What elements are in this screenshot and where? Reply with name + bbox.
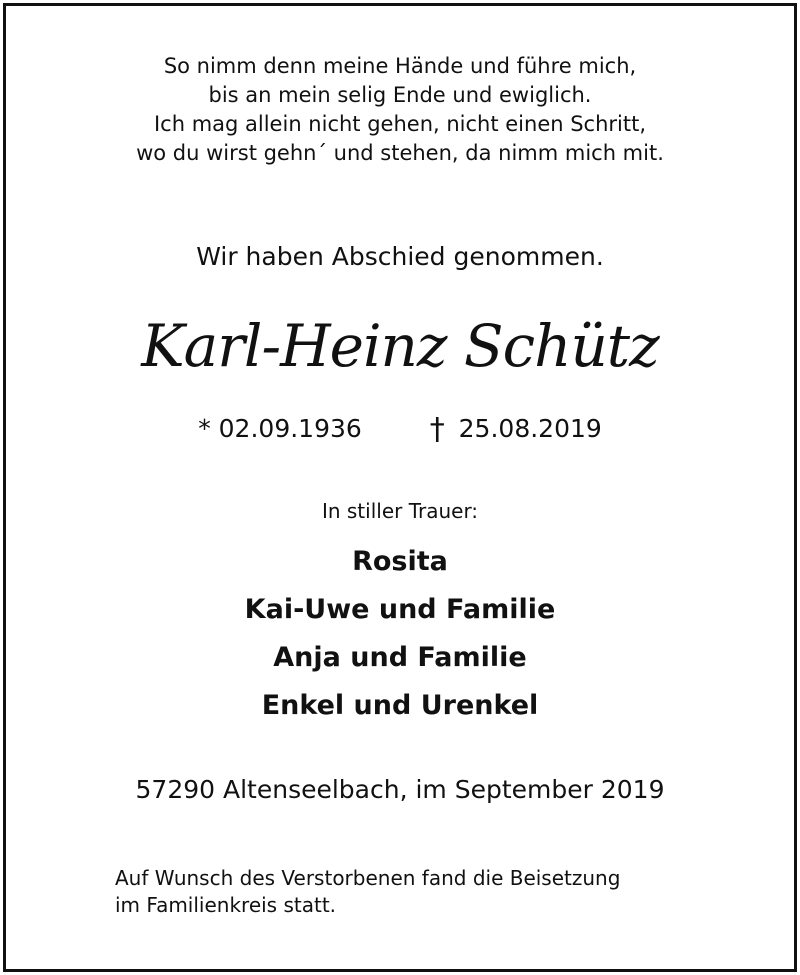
- life-dates: [0, 412, 800, 447]
- birth-symbol: *: [198, 414, 211, 443]
- death-date: 25.08.2019: [458, 414, 602, 443]
- poem-line: bis an mein selig Ende und ewiglich.: [208, 83, 592, 107]
- cross-icon: †: [429, 412, 445, 447]
- mourning-label: In stiller Trauer:: [321, 499, 479, 523]
- mourners-list: [0, 538, 800, 730]
- birth-date: 02.09.1936: [218, 414, 362, 443]
- deceased-name: Karl-Heinz Schütz: [141, 312, 659, 380]
- poem-line: wo du wirst gehn´ und stehen, da nimm mich mit.: [136, 141, 664, 165]
- mourner: Anja und Familie: [273, 642, 527, 673]
- burial-note: [115, 865, 755, 919]
- note-line: Auf Wunsch des Verstorbenen fand die Beisetzung: [115, 866, 621, 890]
- poem-line: So nimm denn meine Hände und führe mich,: [163, 54, 637, 78]
- poem-line: Ich mag allein nicht gehen, nicht einen Schritt,: [153, 112, 647, 136]
- mourner: Enkel und Urenkel: [261, 690, 539, 721]
- farewell-text: Wir haben Abschied genommen.: [196, 242, 604, 271]
- mourner: Kai-Uwe und Familie: [244, 594, 556, 625]
- place-date: 57290 Altenseelbach, im September 2019: [135, 775, 665, 804]
- mourner: Rosita: [352, 546, 448, 577]
- poem: [0, 52, 800, 168]
- note-line: im Familienkreis statt.: [115, 893, 337, 917]
